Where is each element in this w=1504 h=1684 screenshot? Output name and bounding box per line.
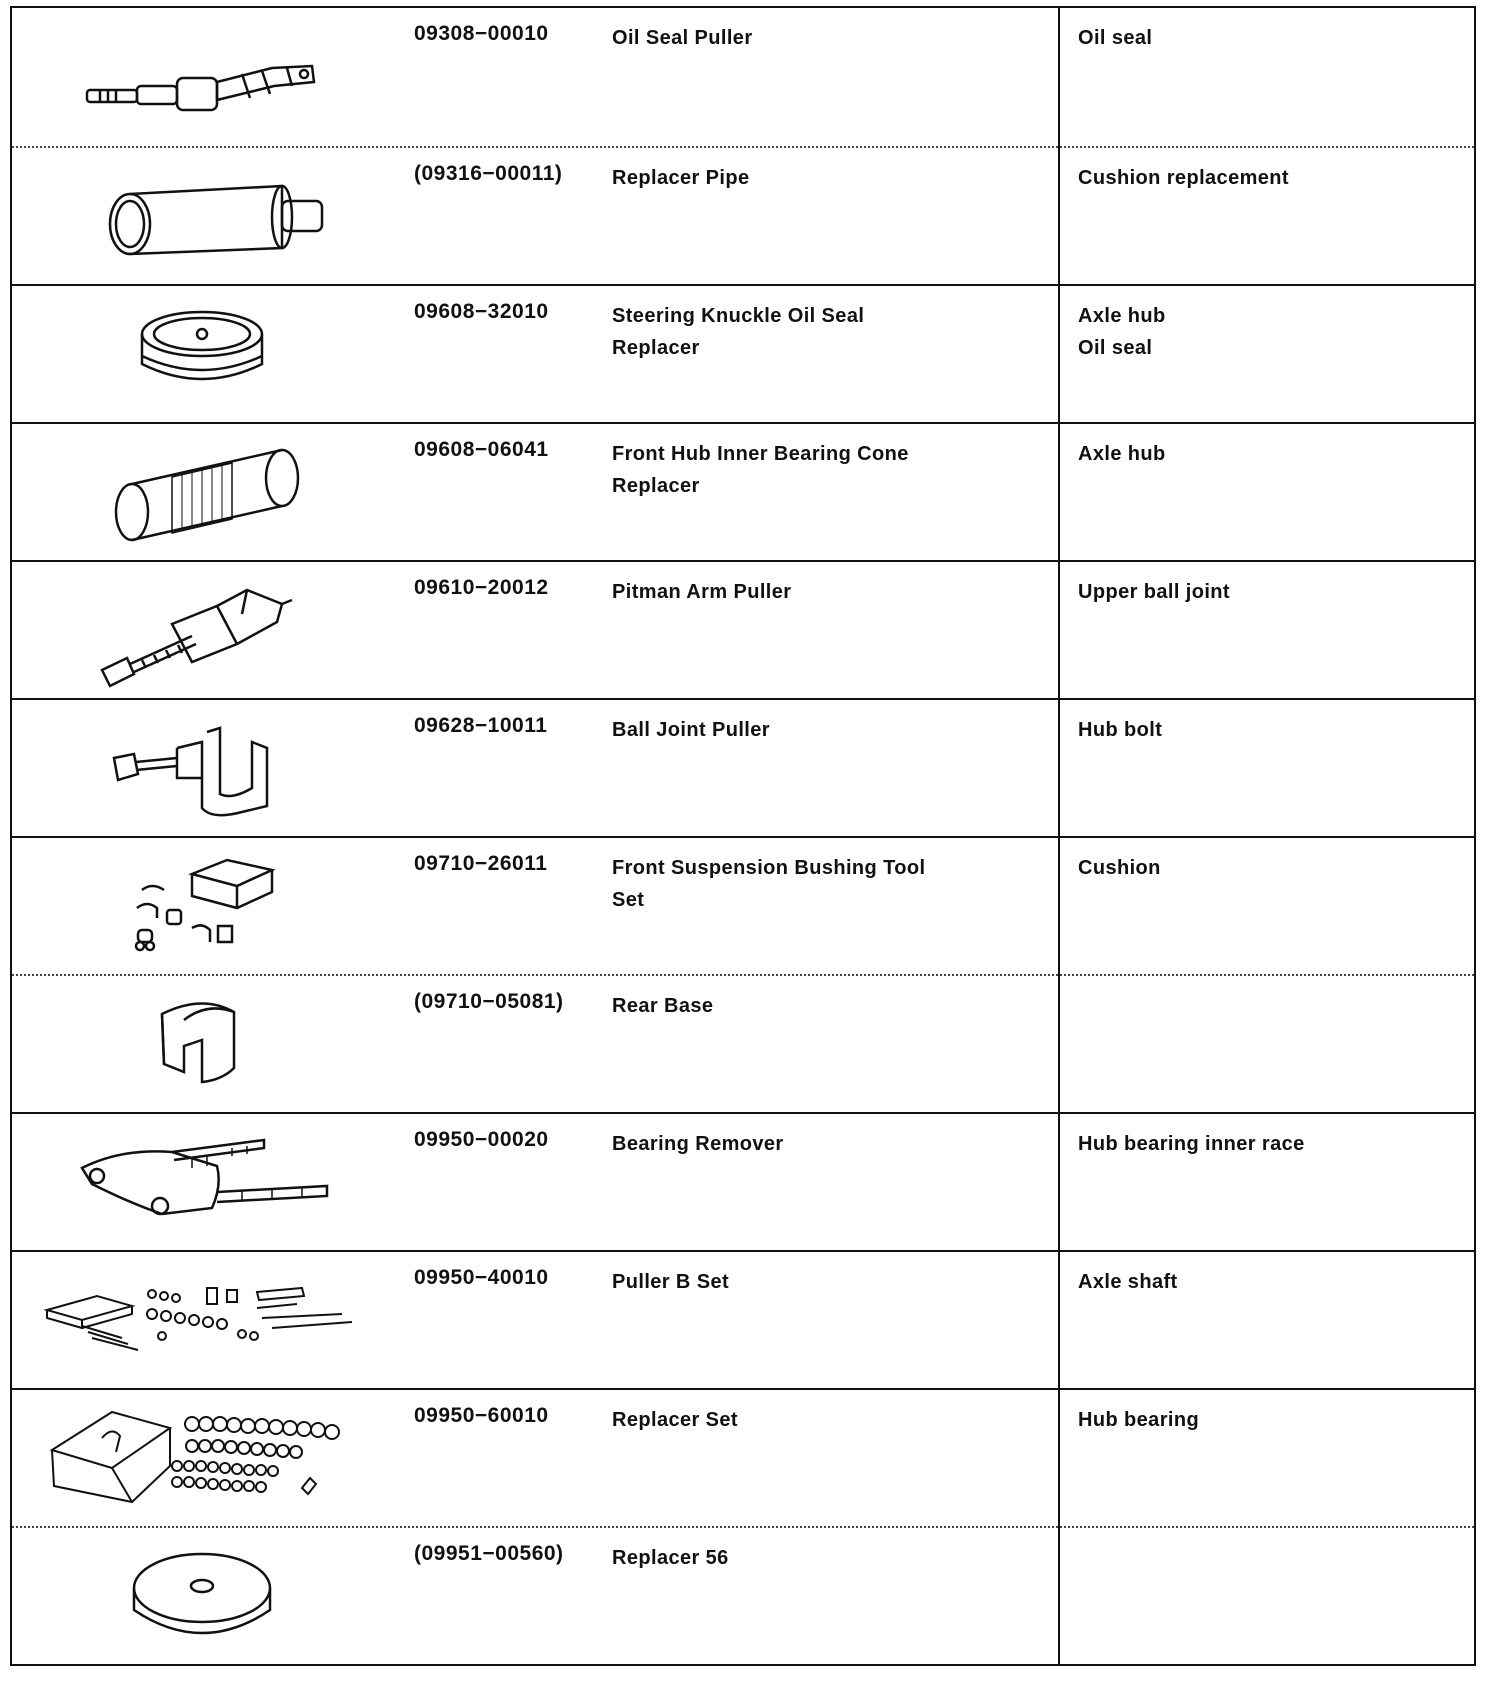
tool-name-line: Steering Knuckle Oil Seal xyxy=(612,305,865,327)
usage-line: Cushion replacement xyxy=(1078,167,1289,189)
usage-line: Cushion xyxy=(1078,857,1161,879)
bearing-cone-replacer-icon xyxy=(42,432,372,554)
tool-name xyxy=(612,162,1032,194)
table-row xyxy=(12,146,1474,284)
tool-name xyxy=(612,1266,1032,1298)
part-number: 09608−06041 xyxy=(414,438,549,461)
replacer-56-icon xyxy=(42,1536,372,1658)
replacer-pipe-icon xyxy=(42,156,372,278)
tool-name xyxy=(612,1542,1032,1574)
table-row xyxy=(12,422,1474,560)
part-number: (09316−00011) xyxy=(414,162,563,185)
usage-text xyxy=(1078,1404,1458,1436)
tool-name-line: Bearing Remover xyxy=(612,1133,784,1155)
pitman-arm-puller-icon xyxy=(42,570,372,692)
usage-line: Axle shaft xyxy=(1078,1271,1178,1293)
usage-line: Hub bearing xyxy=(1078,1409,1200,1431)
table-row xyxy=(12,284,1474,422)
bearing-remover-icon xyxy=(42,1122,372,1244)
tool-name xyxy=(612,1128,1032,1160)
tool-name xyxy=(612,714,1032,746)
tool-name-line: Replacer Pipe xyxy=(612,167,750,189)
part-number: (09951−00560) xyxy=(414,1542,564,1565)
tool-name xyxy=(612,22,1032,54)
tool-name-line: Replacer Set xyxy=(612,1409,738,1431)
usage-text xyxy=(1078,300,1458,364)
puller-set-icon xyxy=(42,1260,372,1382)
tool-name xyxy=(612,990,1032,1022)
part-number: 09950−40010 xyxy=(414,1266,549,1289)
tool-name-line: Front Suspension Bushing Tool xyxy=(612,857,926,879)
tool-name-line: Replacer xyxy=(612,475,700,497)
table-row xyxy=(12,1250,1474,1388)
tool-name-line: Replacer 56 xyxy=(612,1547,729,1569)
replacer-set-icon xyxy=(42,1398,372,1520)
tool-name-line: Puller B Set xyxy=(612,1271,730,1293)
oil-seal-puller-icon xyxy=(42,16,372,138)
part-number: (09710−05081) xyxy=(414,990,564,1013)
tool-name xyxy=(612,1404,1032,1436)
tool-name xyxy=(612,576,1032,608)
usage-text xyxy=(1078,1128,1458,1160)
rear-base-icon xyxy=(42,984,372,1106)
usage-text xyxy=(1078,438,1458,470)
usage-line: Oil seal xyxy=(1078,27,1153,49)
table-row xyxy=(12,560,1474,698)
usage-line: Upper ball joint xyxy=(1078,581,1230,603)
part-number: 09628−10011 xyxy=(414,714,548,737)
part-number: 09950−60010 xyxy=(414,1404,549,1427)
part-number: 09308−00010 xyxy=(414,22,549,45)
usage-text xyxy=(1078,714,1458,746)
usage-line: Axle hub xyxy=(1078,443,1166,465)
tool-name-line: Replacer xyxy=(612,337,700,359)
table-row xyxy=(12,1112,1474,1250)
ball-joint-puller-icon xyxy=(42,708,372,830)
part-number: 09608−32010 xyxy=(414,300,549,323)
tool-name-line: Set xyxy=(612,889,645,911)
usage-text xyxy=(1078,162,1458,194)
tool-name-line: Rear Base xyxy=(612,995,714,1017)
bushing-tool-set-icon xyxy=(42,846,372,968)
usage-line: Hub bolt xyxy=(1078,719,1163,741)
part-number: 09710−26011 xyxy=(414,852,548,875)
tool-name-line: Oil Seal Puller xyxy=(612,27,753,49)
table-row xyxy=(12,974,1474,1112)
usage-line: Oil seal xyxy=(1078,337,1153,359)
usage-text xyxy=(1078,576,1458,608)
usage-text xyxy=(1078,22,1458,54)
table-row xyxy=(12,8,1474,146)
usage-line: Hub bearing inner race xyxy=(1078,1133,1305,1155)
tool-name xyxy=(612,852,1032,916)
tool-name xyxy=(612,300,1032,364)
table-row xyxy=(12,1526,1474,1664)
oil-seal-replacer-icon xyxy=(42,294,372,416)
tool-name-line: Front Hub Inner Bearing Cone xyxy=(612,443,909,465)
usage-line: Axle hub xyxy=(1078,305,1166,327)
tool-name xyxy=(612,438,1032,502)
tool-name-line: Ball Joint Puller xyxy=(612,719,770,741)
part-number: 09610−20012 xyxy=(414,576,549,599)
part-number: 09950−00020 xyxy=(414,1128,549,1151)
table-row xyxy=(12,836,1474,974)
usage-text xyxy=(1078,1266,1458,1298)
usage-text xyxy=(1078,852,1458,884)
special-tools-table xyxy=(10,6,1476,1666)
tool-name-line: Pitman Arm Puller xyxy=(612,581,792,603)
table-row xyxy=(12,698,1474,836)
table-row xyxy=(12,1388,1474,1526)
